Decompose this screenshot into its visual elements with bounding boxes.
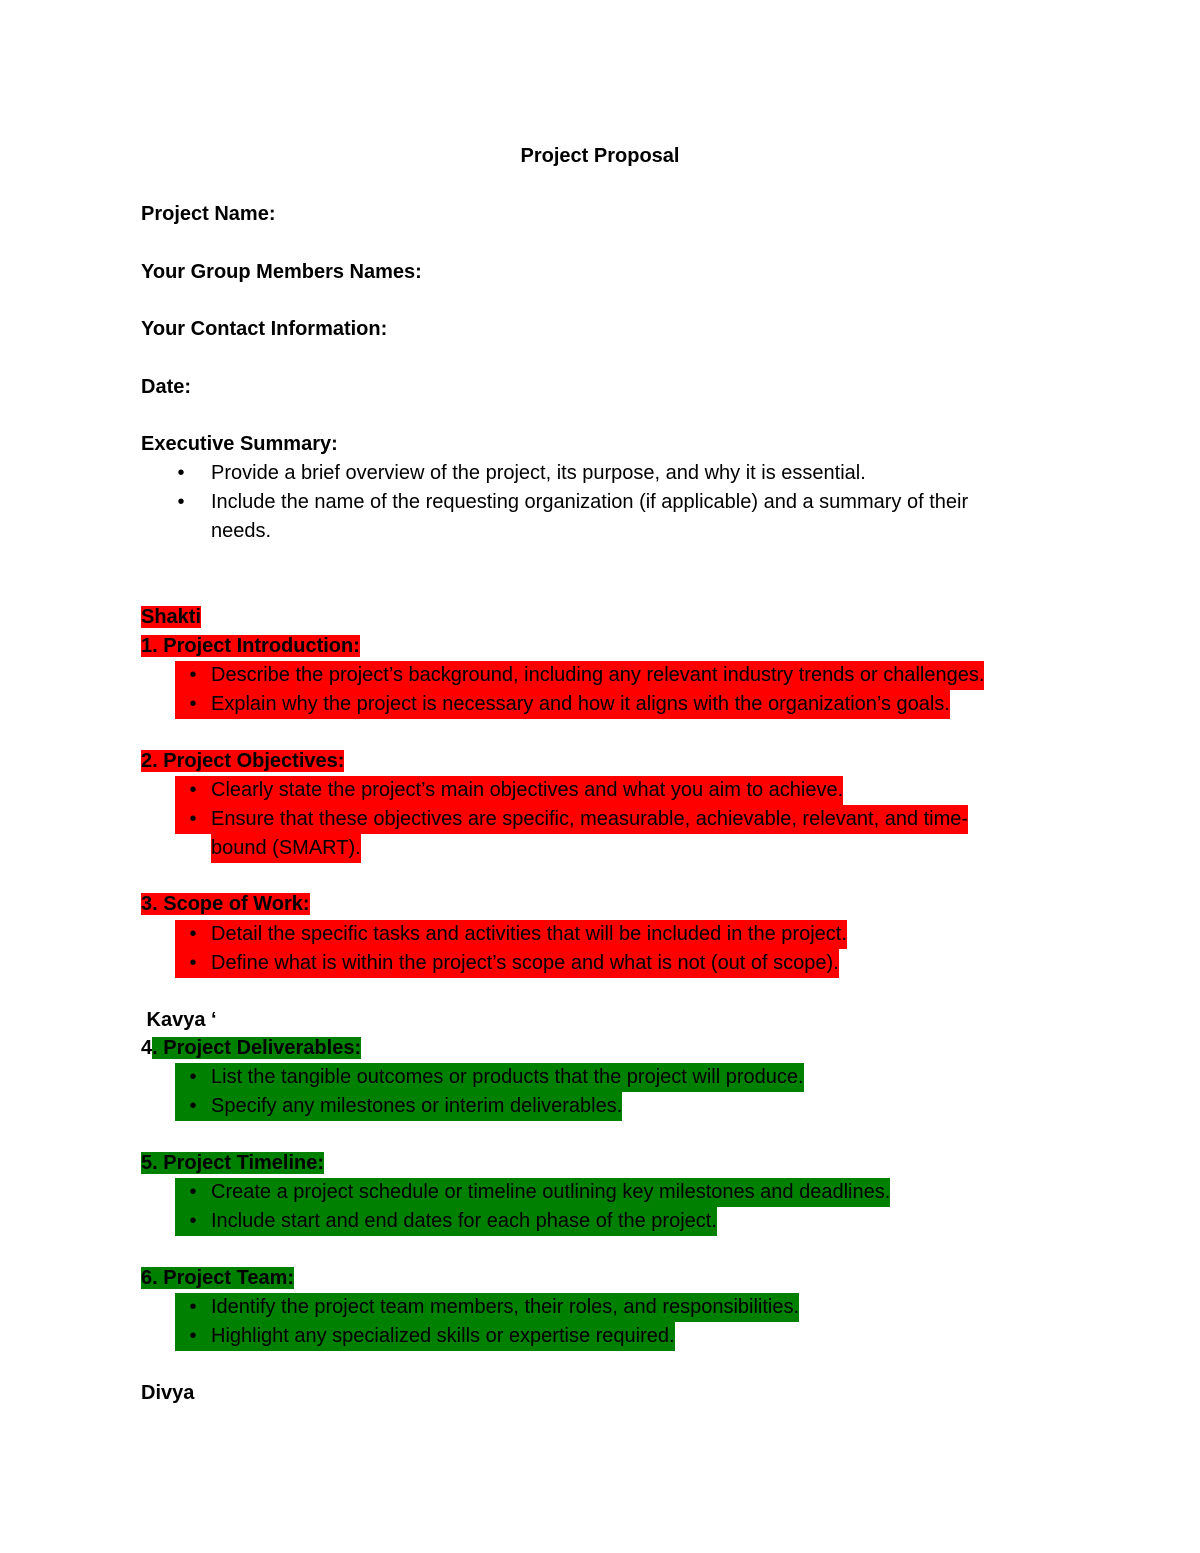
executive-summary-heading: Executive Summary: xyxy=(141,433,338,455)
timeline-bullet-1: Create a project schedule or timeline outlining key milestones and deadlines. xyxy=(211,1178,890,1207)
date-label: Date: xyxy=(141,376,192,398)
assignee-shakti xyxy=(141,603,201,632)
bullet-icon: • xyxy=(175,1322,211,1351)
bullet-icon: • xyxy=(175,805,211,834)
deliverables-bullet-1: List the tangible outcomes or products that the project will produce. xyxy=(211,1063,804,1092)
section-heading-text: . Project Deliverables: xyxy=(152,1037,362,1059)
contact-info-label: Your Contact Information: xyxy=(141,318,388,340)
section-heading-objectives xyxy=(141,747,344,776)
intro-bullet-1: Describe the project’s background, including any relevant industry trends or challenges. xyxy=(211,661,984,690)
section-heading-text: 2. Project Objectives: xyxy=(141,750,345,772)
bullet-icon: • xyxy=(175,1178,211,1207)
section-heading-text: 1. Project Introduction: xyxy=(141,635,360,657)
group-members-label: Your Group Members Names: xyxy=(141,261,422,283)
deliverables-bullet-2: Specify any milestones or interim deliverables. xyxy=(211,1092,622,1121)
section-heading-introduction xyxy=(141,632,360,661)
project-name-label: Project Name: xyxy=(141,203,276,225)
bullet-icon: • xyxy=(177,491,185,513)
intro-bullet-2: Explain why the project is necessary and how it aligns with the organization’s goals. xyxy=(211,690,950,719)
bullet-icon: • xyxy=(175,949,211,978)
document-title: Project Proposal xyxy=(520,145,680,167)
bullet-icon: • xyxy=(175,1293,211,1322)
section-heading-scope xyxy=(141,890,310,919)
section-heading-text: 3. Scope of Work: xyxy=(141,893,310,915)
scope-bullet-1: Detail the specific tasks and activities that will be included in the project. xyxy=(211,920,847,949)
exec-bullet-1: Provide a brief overview of the project, its purpose, and why it is essential. xyxy=(211,462,866,484)
exec-bullet-2-cont: needs. xyxy=(211,520,272,542)
section-heading-text: 6. Project Team: xyxy=(141,1267,295,1289)
objectives-bullet-2-cont: bound (SMART). xyxy=(211,834,361,863)
team-bullet-2: Highlight any specialized skills or expertise required. xyxy=(211,1322,675,1351)
assignee-divya: Divya xyxy=(141,1382,195,1404)
timeline-bullet-2: Include start and end dates for each phase of the project. xyxy=(211,1207,717,1236)
exec-bullet-2: Include the name of the requesting organization (if applicable) and a summary of their xyxy=(211,491,969,513)
bullet-icon: • xyxy=(175,661,211,690)
bullet-icon: • xyxy=(175,690,211,719)
section-heading-team xyxy=(141,1264,294,1293)
bullet-icon: • xyxy=(175,1207,211,1236)
bullet-icon: • xyxy=(175,1063,211,1092)
bullet-icon: • xyxy=(177,462,185,484)
bullet-icon: • xyxy=(175,920,211,949)
bullet-icon: • xyxy=(175,1092,211,1121)
objectives-bullet-1: Clearly state the project’s main objectives and what you aim to achieve. xyxy=(211,776,843,805)
section-heading-text: 5. Project Timeline: xyxy=(141,1152,325,1174)
assignee-kavya: Kavya ‘ xyxy=(141,1009,217,1031)
objectives-bullet-2: Ensure that these objectives are specific, measurable, achievable, relevant, and time- xyxy=(211,805,968,834)
bullet-icon: • xyxy=(175,776,211,805)
scope-bullet-2: Define what is within the project’s scope and what is not (out of scope). xyxy=(211,949,839,978)
team-bullet-1: Identify the project team members, their roles, and responsibilities. xyxy=(211,1293,799,1322)
section-heading-number: 4 xyxy=(141,1037,153,1059)
section-heading-timeline xyxy=(141,1149,324,1178)
assignee-name: Shakti xyxy=(141,606,202,628)
section-heading-deliverables xyxy=(141,1034,361,1063)
